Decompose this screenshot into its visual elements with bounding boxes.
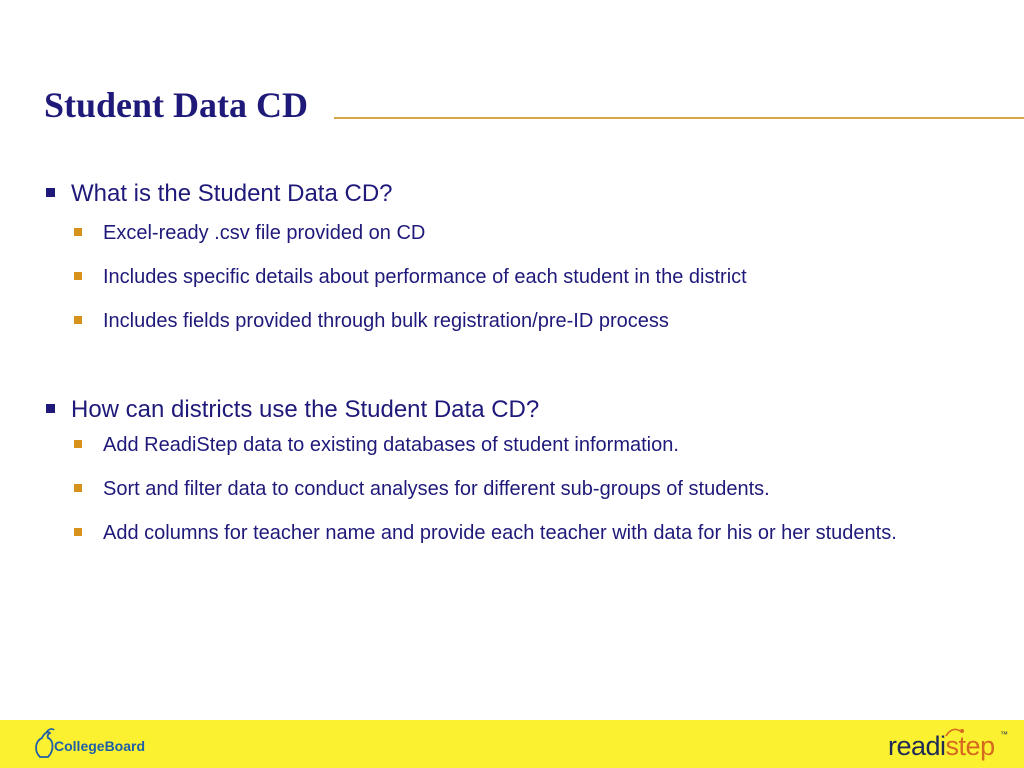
list-item: Excel-ready .csv file provided on CD [103, 222, 426, 244]
list-item: Includes fields provided through bulk registration/pre-ID process [103, 310, 669, 332]
level2-bullet-square [74, 272, 82, 280]
section-heading: How can districts use the Student Data CD? [71, 396, 540, 423]
slide-title: Student Data CD [44, 85, 309, 125]
list-item: Add ReadiStep data to existing databases of student information. [103, 434, 679, 456]
readistep-logo-part1: readi [888, 731, 946, 761]
readistep-logo-part2: step [945, 731, 995, 761]
level1-bullet-square [46, 188, 55, 197]
list-item: Add columns for teacher name and provide each teacher with data for his or her students. [103, 522, 897, 544]
list-item: Includes specific details about performance of each student in the district [103, 266, 747, 288]
section-heading: What is the Student Data CD? [71, 180, 393, 207]
collegeboard-logo: CollegeBoard [54, 738, 146, 754]
level2-bullet-square [74, 528, 82, 536]
level2-bullet-square [74, 316, 82, 324]
level2-bullet-square [74, 484, 82, 492]
level2-bullet-square [74, 228, 82, 236]
level2-bullet-square [74, 440, 82, 448]
title-underline-rule [334, 117, 1024, 119]
level1-bullet-square [46, 404, 55, 413]
readistep-logo [888, 730, 995, 762]
trademark-mark: ™ [1000, 730, 1008, 739]
list-item: Sort and filter data to conduct analyses for different sub-groups of students. [103, 478, 770, 500]
